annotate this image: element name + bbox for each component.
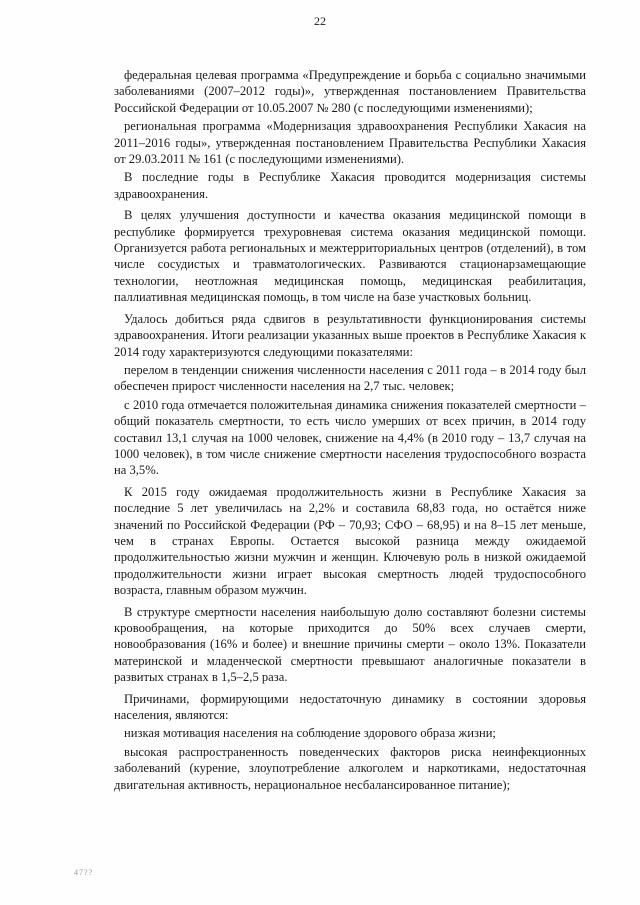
paragraph-regional-program: региональная программа «Модернизация здравоохранения Республики Хакасия на 2011–2016 годы», утвержденная постановлением Правительства Республики Хакасия от 29.03.2011 № 161 (с последующими изменениями). bbox=[114, 119, 586, 167]
footer-mark: 47?? bbox=[74, 868, 94, 877]
paragraph-federal-program: федеральная целевая программа «Предупреждение и борьба с социально значимыми заболеваниями (2007–2012 годы)», утвержденная постановлением Правительства Российской Федерации от 10.05.2007 № 280 (с последующими изменениями); bbox=[114, 68, 586, 115]
paragraph-mortality-structure: В структуре смертности населения наибольшую долю составляют болезни системы кровообращения, на которые приходится до 50% всех случаев смерти, новообразования (16% и более) и внешние причины смерти – около 13%. Показатели материнской и младенческой смертности превышают аналогичные показатели в развитых странах в 1,5–2,5 раза. bbox=[114, 604, 586, 685]
paragraph-modernization: В последние годы в Республике Хакасия проводится модернизация системы здравоохранения. bbox=[114, 170, 586, 201]
list-item-low-motivation: низкая мотивация населения на соблюдение здорового образа жизни; bbox=[124, 726, 496, 741]
list-item-behavioral-factors: высокая распространенность поведенческих факторов риска неинфекционных заболеваний (курение, злоупотребление алкоголем и наркотиками, недостаточная двигательная активность, нерациональное несбалансированное питание); bbox=[114, 744, 586, 792]
paragraph-life-expectancy: К 2015 году ожидаемая продолжительность жизни в Республике Хакасия за последние 5 лет увеличилась на 2,2% и составила 68,83 года, но остаётся ниже значений по Российской Федерации (РФ – 70,93; СФО – 68,95) и на 8–15 лет меньше, чем в странах Европы. Остается высокой разница между ожидаемой продолжительностью жизни мужчин и женщин. Ключевую роль в низкой ожидаемой продолжительности жизни играет высокая смертность людей трудоспособного возраста, главным образом мужчин. bbox=[114, 484, 586, 598]
document-body bbox=[114, 67, 586, 795]
paragraph-population-growth: перелом в тенденции снижения численности населения с 2011 года – в 2014 году был обеспечен прирост численности населения на 2,7 тыс. человек; bbox=[114, 362, 586, 394]
paragraph-causes-intro: Причинами, формирующими недостаточную динамику в состоянии здоровья населения, являются: bbox=[114, 691, 586, 723]
paragraph-results-intro: Удалось добиться ряда сдвигов в результативности функционирования системы здравоохранения. Итоги реализации указанных выше проектов в Республике Хакасия к 2014 году характеризуются следующими показателями: bbox=[114, 311, 586, 359]
paragraph-mortality-decline: с 2010 года отмечается положительная динамика снижения показателей смертности – общий показатель смертности, то есть число умерших от всех причин, в 2014 году составил 13,1 случая на 1000 человек, снижение на 4,4% (в 2010 году – 13,7 случая на 1000 человек), в том числе снижение смертности населения трудоспособного возраста на 3,5%. bbox=[114, 397, 586, 478]
page-number: 22 bbox=[314, 14, 326, 28]
paragraph-three-level-system: В целях улучшения доступности и качества оказания медицинской помощи в республике формируется трехуровневая система оказания медицинской помощи. Организуется работа региональных и межтерриториальных центров (отделений), в том числе сосудистых и травматологических. Развиваются стационарзамещающие технологии, неотложная медицинская помощь, медицинская реабилитация, паллиативная медицинская помощь, в том числе на базе участковых больниц. bbox=[114, 208, 586, 305]
